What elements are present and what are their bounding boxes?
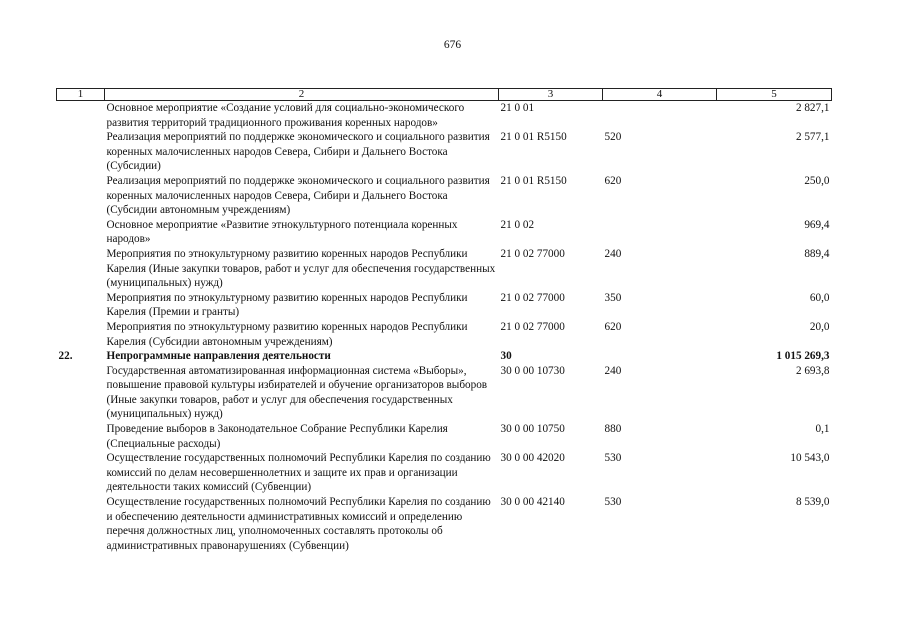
amount: 0,1: [815, 423, 830, 436]
column-header-5: 5: [717, 89, 832, 101]
target-article-code: 21 0 02 77000: [500, 320, 565, 333]
target-article-code: 21 0 01 R5150: [500, 131, 567, 144]
row-number: [57, 218, 105, 247]
column-header-4: 4: [603, 89, 717, 101]
row-number: [57, 130, 105, 174]
amount: 2 577,1: [795, 131, 830, 144]
target-article-code: 30 0 00 10730: [500, 364, 565, 377]
expense-name: Государственная автоматизированная информационная система «Выборы», повышение правовой культуры избирателей и обучение организаторов выборов (Иные закупки товаров, работ и услуг для обеспечения государственных (муниципальных) нужд): [106, 364, 488, 421]
target-article-code: 30 0 00 42020: [500, 452, 565, 465]
amount: 8 539,0: [795, 496, 830, 509]
amount: 2 693,8: [795, 364, 830, 377]
amount: 889,4: [804, 247, 830, 260]
amount: 250,0: [804, 174, 830, 187]
expense-name: Проведение выборов в Законодательное Собрание Республики Карелия (Специальные расходы): [106, 423, 448, 450]
amount: 2 827,1: [795, 102, 830, 114]
target-article-code: 30 0 00 42140: [500, 496, 565, 509]
budget-table: [56, 88, 832, 553]
table-row: [57, 349, 832, 364]
table-header: [57, 89, 832, 101]
target-article-code: 21 0 02 77000: [500, 291, 565, 304]
target-article-code: 21 0 02 77000: [500, 247, 565, 260]
table-row: [57, 451, 832, 495]
row-number: [57, 495, 105, 553]
table-body: [57, 101, 832, 554]
table-row: [57, 130, 832, 174]
amount: 1 015 269,3: [776, 350, 830, 363]
table-row: [57, 364, 832, 422]
expense-name: Мероприятия по этнокультурному развитию коренных народов Республики Карелия (Премии и гранты): [106, 291, 468, 319]
column-header-1: 1: [57, 89, 105, 101]
target-article-code: 30 0 00 10750: [500, 423, 565, 436]
expense-type-code: [603, 349, 717, 364]
column-header-2: 2: [105, 89, 499, 101]
expense-name: Реализация мероприятий по поддержке экономического и социального развития коренных малочисленных народов Севера, Сибири и Дальнего Востока (Субсидии): [106, 131, 490, 173]
expense-type-code: 520: [604, 131, 622, 144]
expense-type-code: [603, 101, 717, 131]
expense-name: Мероприятия по этнокультурному развитию коренных народов Республики Карелия (Иные закупки товаров, работ и услуг для обеспечения государственных (муниципальных) нужд): [106, 247, 496, 290]
expense-type-code: 240: [604, 247, 622, 260]
row-number: [57, 174, 105, 218]
expense-type-code: 240: [604, 364, 622, 377]
amount: 10 543,0: [790, 452, 830, 465]
table-row: [57, 422, 832, 451]
expense-name: Непрограммные направления деятельности: [106, 350, 331, 363]
table-row: [57, 174, 832, 218]
amount: 969,4: [804, 218, 830, 231]
page-number: 676: [443, 39, 462, 51]
expense-type-code: [603, 218, 717, 247]
row-number: 22.: [58, 350, 73, 363]
expense-name: Осуществление государственных полномочий Республики Карелия по созданию и обеспечению деятельности административных комиссий и определению перечня должностных лиц, уполномоченных составлять протоколы об административных правонарушениях (Субвенции): [106, 496, 491, 552]
expense-type-code: 620: [604, 320, 622, 333]
table-row: [57, 320, 832, 349]
expense-name: Основное мероприятие «Развитие этнокультурного потенциала коренных народов»: [106, 218, 458, 246]
column-header-3: 3: [499, 89, 603, 101]
expense-type-code: 880: [604, 423, 622, 436]
expense-name: Осуществление государственных полномочий Республики Карелия по созданию комиссий по делам несовершеннолетних и защите их прав и организации деятельности таких комиссий (Субвенции): [106, 452, 491, 494]
expense-name: Мероприятия по этнокультурному развитию коренных народов Республики Карелия (Субсидии автономным учреждениям): [106, 320, 468, 348]
row-number: [57, 320, 105, 349]
target-article-code: 21 0 01 R5150: [500, 174, 567, 187]
row-number: [57, 451, 105, 495]
amount: 60,0: [809, 291, 830, 304]
amount: 20,0: [809, 320, 830, 333]
row-number: [57, 291, 105, 320]
expense-type-code: 530: [604, 452, 622, 465]
expense-type-code: 350: [604, 291, 622, 304]
table-row: [57, 495, 832, 553]
row-number: [57, 422, 105, 451]
table-row: [57, 247, 832, 291]
row-number: [57, 247, 105, 291]
expense-name: Реализация мероприятий по поддержке экономического и социального развития коренных малочисленных народов Севера, Сибири и Дальнего Востока (Субсидии автономным учреждениям): [106, 174, 490, 217]
target-article-code: 21 0 02: [500, 218, 535, 231]
expense-type-code: 620: [604, 174, 622, 187]
expense-name: Основное мероприятие «Создание условий для социально-экономического развития территорий традиционного проживания коренных народов»: [106, 102, 465, 129]
table-row: [57, 291, 832, 320]
table-row: [57, 101, 832, 131]
target-article-code: 30: [500, 350, 512, 363]
expense-type-code: 530: [604, 496, 622, 509]
header-row: [57, 89, 832, 101]
row-number: [57, 364, 105, 422]
target-article-code: 21 0 01: [500, 102, 535, 114]
table-row: [57, 218, 832, 247]
row-number: [57, 101, 105, 131]
